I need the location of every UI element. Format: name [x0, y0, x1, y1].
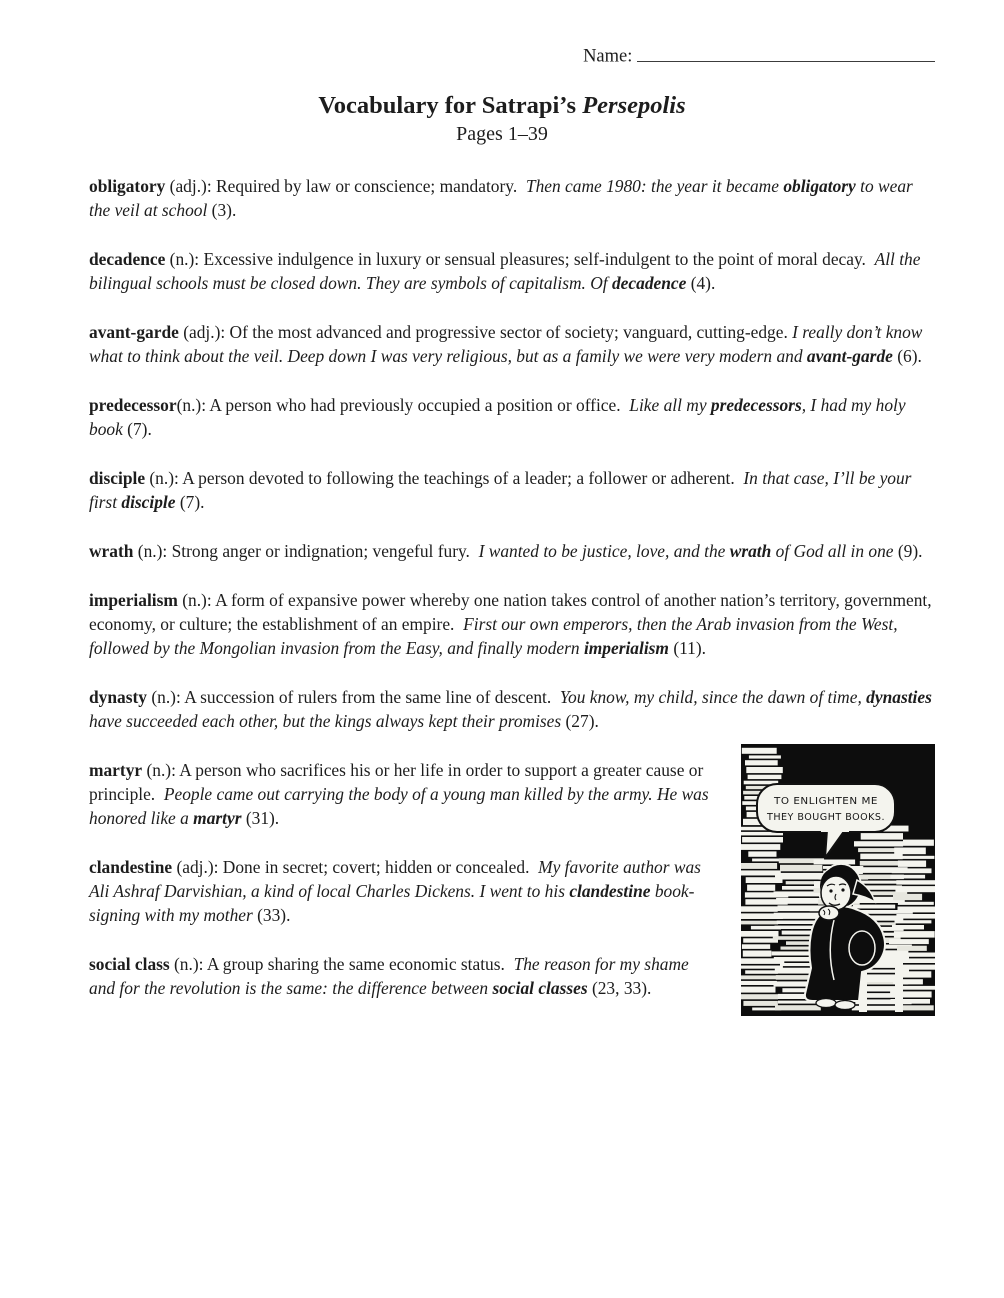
entry-segment-quote: Like all my [629, 394, 711, 415]
book [752, 858, 780, 861]
book [898, 860, 926, 866]
book [889, 939, 929, 944]
entry-segment-quote: All the bilingual schools must be closed down. They are symbols of capitalism. Of [89, 248, 921, 293]
entry-segment-quote-term: obligatory [783, 175, 856, 196]
book [748, 851, 776, 856]
page-title-book-name: Persepolis [582, 91, 686, 119]
speech-bubble-line2: THEY BOUGHT BOOKS. [766, 811, 885, 823]
book [741, 920, 778, 924]
book [743, 938, 778, 942]
comic-panel-illustration [741, 744, 935, 1016]
entry-segment-normal: (n.): Strong anger or indignation; vengeful fury. [133, 540, 479, 561]
entry-segment-term: clandestine [89, 856, 173, 877]
book [741, 994, 778, 999]
entry-segment-normal: (31). [241, 807, 280, 828]
book [741, 981, 777, 985]
vocab-entry-obligatory [89, 174, 935, 222]
book [742, 747, 777, 753]
book [898, 906, 936, 912]
book [898, 855, 934, 858]
page-subtitle: Pages 1–39 [456, 122, 548, 145]
entry-segment-quote-term: predecessors [710, 394, 802, 415]
book [814, 859, 856, 864]
entry-segment-quote: to wear the veil at school [89, 175, 913, 220]
entry-segment-term: obligatory [89, 175, 166, 196]
book [741, 844, 780, 850]
entry-segment-normal: (adj.): Done in secret; covert; hidden or concealed. [172, 856, 539, 877]
vocab-entry-disciple [89, 466, 935, 514]
book [899, 964, 935, 969]
entry-segment-normal: (7). [175, 491, 205, 512]
entry-segment-quote-term: disciple [121, 491, 176, 512]
book [745, 760, 778, 765]
entry-segment-term: wrath [89, 540, 134, 561]
book [853, 904, 895, 908]
book [741, 870, 781, 875]
entry-segment-normal: (4). [686, 272, 716, 293]
book [745, 970, 778, 974]
entry-segment-normal: (adj.): Required by law or conscience; mandatory. [165, 175, 526, 196]
vocab-entry-wrath [89, 539, 935, 563]
girl-foot-left [816, 998, 836, 1007]
entry-segment-quote-term: wrath [729, 540, 772, 561]
entry-segment-normal: (11). [668, 637, 706, 658]
entry-segment-quote: I wanted to be justice, love, and the [478, 540, 730, 561]
entry-segment-quote-term: martyr [193, 807, 242, 828]
entry-segment-quote: have succeeded each other, but the kings always kept their promises [89, 710, 562, 731]
entry-segment-term: dynasty [89, 686, 147, 707]
entry-segment-term: disciple [89, 467, 146, 488]
entry-segment-normal: (33). [252, 904, 291, 925]
book [861, 833, 903, 840]
girl-eye-right [841, 888, 844, 891]
entry-segment-normal: (3). [207, 199, 237, 220]
entry-segment-quote: , I had my holy book [89, 394, 906, 439]
book [749, 755, 781, 758]
entry-segment-quote: People came out carrying the body of a young man killed by the army. He was honored like a [89, 783, 709, 828]
entry-segment-normal: (9). [893, 540, 923, 561]
book [742, 944, 770, 949]
entry-segment-quote: I really don’t know what to think about the veil. Deep down I was very religious, but as a family we were very modern and [89, 321, 923, 366]
entry-segment-term: social class [89, 953, 170, 974]
entry-segment-normal: (27). [561, 710, 599, 731]
book [780, 864, 822, 871]
girl-hand [819, 906, 839, 920]
book [896, 914, 935, 919]
entry-segment-term: avant-garde [89, 321, 179, 342]
page-title [0, 92, 1004, 120]
book [743, 950, 772, 956]
book [892, 868, 932, 873]
book [893, 893, 922, 899]
girl-eye-left [829, 889, 832, 892]
book [894, 847, 926, 854]
entry-segment-quote-term: imperialism [583, 637, 669, 658]
entry-segment-quote: My favorite author was Ali Ashraf Darvishian, a kind of local Charles Dickens. I went to his [89, 856, 701, 901]
book [746, 767, 783, 773]
book [775, 1005, 821, 1010]
book [895, 920, 932, 923]
book [898, 901, 934, 904]
persepolis-comic-panel [741, 744, 935, 1016]
name-label: Name: [583, 46, 633, 67]
book [897, 945, 927, 950]
entry-segment-quote-term: social classes [492, 977, 588, 998]
book [741, 986, 776, 992]
entry-segment-quote: You know, my child, since the dawn of time, [559, 686, 867, 707]
entry-segment-normal: (6). [892, 345, 922, 366]
entry-segment-term: martyr [89, 759, 143, 780]
entry-segment-quote-term: decadence [611, 272, 687, 293]
book [896, 880, 935, 884]
entry-segment-normal: (n.): Excessive indulgence in luxury or sensual pleasures; self-indulgent to the point of moral decay. [165, 248, 875, 269]
speech-bubble-line1: TO ENLIGHTEN ME [772, 795, 878, 807]
entry-segment-quote: The reason for my shame and for the revolution is the same: the difference between [89, 953, 689, 998]
book [741, 931, 779, 937]
book [898, 986, 936, 990]
vocab-entry-decadence [89, 247, 935, 295]
book [741, 975, 778, 979]
entry-segment-term: decadence [89, 248, 166, 269]
book [860, 861, 903, 866]
vocab-entries-list [89, 174, 935, 1000]
entry-segment-quote: Then came 1980: the year it became [525, 175, 784, 196]
entry-segment-normal: (n.): A person who sacrifices his or her life in order to support a greater cause or principle. [89, 759, 704, 804]
page-title-main: Vocabulary for Satrapi’s [318, 91, 577, 119]
vocab-entry-martyr [89, 758, 935, 830]
book [895, 886, 935, 892]
book [741, 906, 778, 912]
entry-segment-normal: (7). [122, 418, 152, 439]
entry-segment-quote-term: avant-garde [806, 345, 893, 366]
book [748, 774, 782, 778]
book [894, 931, 935, 938]
entry-segment-normal: (n.): A succession of rulers from the same line of descent. [147, 686, 560, 707]
entry-segment-quote: In that case, I’ll be your first [89, 467, 912, 512]
book [742, 837, 783, 843]
entry-segment-quote-term: dynasties [866, 686, 932, 707]
book [860, 853, 902, 859]
book [892, 925, 924, 929]
book [854, 841, 903, 846]
book [747, 884, 775, 890]
entry-segment-normal: (n.): A group sharing the same economic status. [169, 953, 514, 974]
book [743, 1001, 778, 1006]
entry-segment-normal: (23, 33). [587, 977, 652, 998]
book [890, 874, 925, 878]
entry-segment-normal: (n.): A person who had previously occupied a position or office. [176, 394, 630, 415]
entry-segment-quote: book-signing with my mother [89, 880, 695, 925]
vocab-entry-dynasty [89, 685, 935, 733]
entry-segment-quote: First our own emperors, then the Arab invasion from the West, followed by the Mongolian invasion from the Easy, and finally modern [89, 613, 898, 658]
girl-foot-right [835, 1000, 855, 1009]
entry-segment-normal: (adj.): Of the most advanced and progressive sector of society; vanguard, cutting-edge. [178, 321, 793, 342]
book [900, 971, 931, 977]
entry-segment-term: predecessor [89, 394, 177, 415]
vocab-entry-predecessor [89, 393, 935, 441]
vocab-entries [0, 174, 1004, 1000]
vocab-entry-avant-garde [89, 320, 935, 368]
book [741, 863, 777, 869]
name-blank-line[interactable] [637, 42, 935, 62]
entry-segment-normal: (n.): A form of expansive power whereby one nation takes control of another nation’s territory, government, economy, or culture; the establishment of an empire. [89, 589, 932, 634]
speech-bubble-tail-joint [821, 826, 849, 832]
entry-segment-normal: (n.): A person devoted to following the teachings of a leader; a follower or adherent. [145, 467, 744, 488]
entry-segment-quote: of God all in one [771, 540, 894, 561]
entry-segment-quote-term: clandestine [569, 880, 651, 901]
book [903, 839, 934, 845]
vocab-entry-imperialism [89, 588, 935, 660]
entry-segment-term: imperialism [89, 589, 178, 610]
name-row [89, 0, 935, 68]
